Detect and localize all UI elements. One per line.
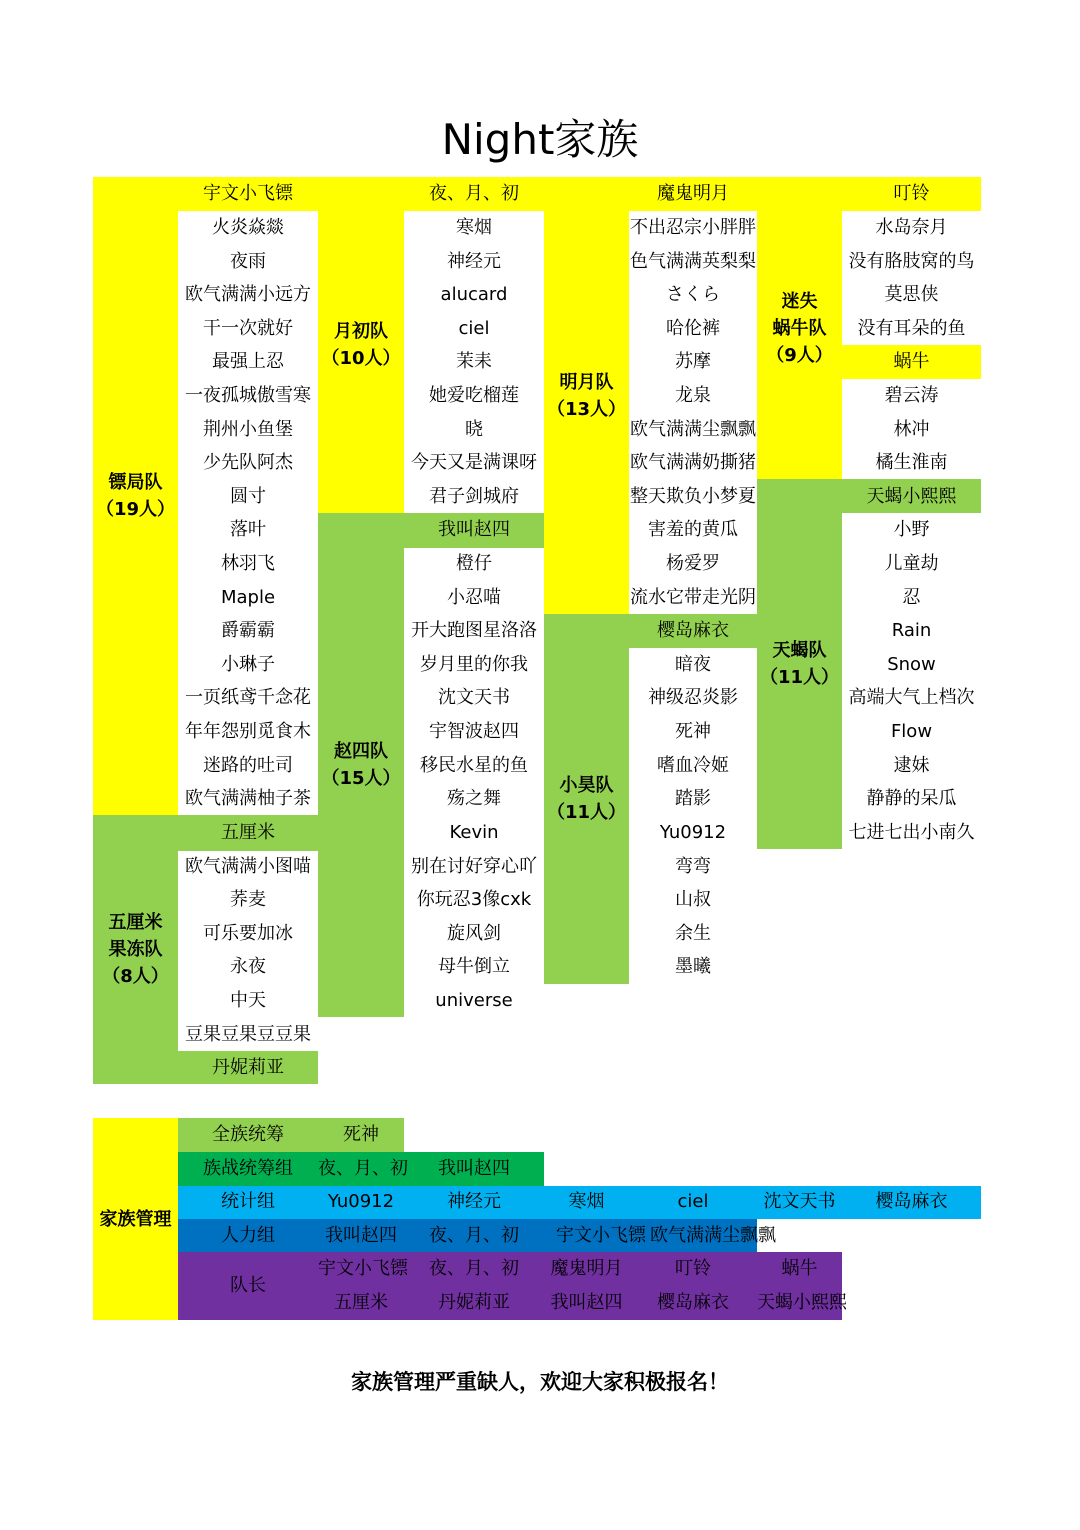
member-name: 整天欺负小梦夏 bbox=[630, 486, 756, 507]
team-label-yuechu bbox=[318, 177, 404, 513]
member-name: 年年怨别觅食木 bbox=[185, 721, 311, 742]
member-name: 墨曦 bbox=[675, 956, 711, 977]
mgmt-name: Yu0912 bbox=[327, 1191, 395, 1212]
team-label-text: 五厘米 果冻队 （8人） bbox=[102, 912, 169, 987]
member-name: universe bbox=[435, 990, 513, 1011]
member-name: 荆州小鱼堡 bbox=[203, 419, 293, 440]
member-name: 欧气满满尘飘飘 bbox=[630, 419, 756, 440]
footer-notice: 家族管理严重缺人，欢迎大家积极报名！ bbox=[351, 1370, 729, 1394]
team-label-text: 天蝎队 （11人） bbox=[759, 640, 840, 688]
member-name: 七进七出小南久 bbox=[848, 822, 975, 843]
member-name: Maple bbox=[220, 587, 276, 608]
member-name: 旋风剑 bbox=[447, 923, 501, 944]
team-label-text: 赵四队 （15人） bbox=[321, 741, 401, 789]
member-name: 你玩忍3像cxk bbox=[416, 889, 532, 910]
mgmt-name: 五厘米 bbox=[334, 1292, 388, 1313]
captain-name: 魔鬼明月 bbox=[657, 183, 729, 204]
member-name: Flow bbox=[890, 721, 933, 742]
member-name: 她爱吃榴莲 bbox=[429, 385, 519, 406]
member-name: 苏摩 bbox=[675, 351, 711, 372]
mgmt-name: 蜗牛 bbox=[781, 1258, 818, 1279]
member-name: 逮妹 bbox=[893, 755, 930, 776]
team-label-text: 迷失 蜗牛队 （9人） bbox=[766, 290, 833, 366]
mgmt-name: 夜、月、初 bbox=[429, 1225, 519, 1246]
mgmt-name: 宇文小飞镖 bbox=[556, 1225, 646, 1246]
mgmt-role: 全族统筹 bbox=[212, 1124, 284, 1145]
member-name: 可乐要加冰 bbox=[203, 923, 293, 944]
member-name: 今天又是满课呀 bbox=[411, 452, 537, 473]
member-name: 色气满满英梨梨 bbox=[630, 251, 756, 272]
team-label-mingyue bbox=[544, 177, 629, 614]
member-name: 迷路的吐司 bbox=[203, 755, 293, 776]
member-name: 晓 bbox=[465, 419, 483, 440]
member-name: 殇之舞 bbox=[447, 788, 501, 809]
member-name: 余生 bbox=[675, 923, 711, 944]
member-name: 丹妮莉亚 bbox=[212, 1057, 284, 1078]
mgmt-name: 死神 bbox=[343, 1124, 379, 1145]
management-label-text: 家族管理 bbox=[99, 1208, 172, 1230]
member-name: 嗜血冷姬 bbox=[657, 755, 729, 776]
member-name: 没有耳朵的鱼 bbox=[857, 318, 966, 339]
member-name: 杨爱罗 bbox=[666, 553, 720, 574]
member-name: 母牛倒立 bbox=[438, 956, 510, 977]
member-name: 踏影 bbox=[675, 788, 711, 809]
mgmt-name: 寒烟 bbox=[568, 1191, 605, 1212]
member-name: 少先队阿杰 bbox=[203, 452, 293, 473]
page-title: Night家族 bbox=[441, 115, 639, 164]
member-name: 高端大气上档次 bbox=[848, 687, 975, 708]
mgmt-name: 欧气满满尘飘飘 bbox=[650, 1225, 776, 1246]
member-name: ciel bbox=[458, 318, 490, 339]
captain-name: 叮铃 bbox=[893, 183, 930, 204]
mgmt-name: 魔鬼明月 bbox=[550, 1258, 623, 1279]
team-label-zhaosi bbox=[318, 513, 404, 1017]
member-name: 开大跑图星洛洛 bbox=[411, 620, 537, 641]
member-name: 水岛奈月 bbox=[875, 217, 948, 238]
mgmt-role: 队长 bbox=[230, 1275, 266, 1296]
member-name: 落叶 bbox=[230, 519, 266, 540]
member-name: 茉耒 bbox=[456, 351, 492, 372]
team-label-text: 月初队 （10人） bbox=[321, 321, 401, 369]
member-name: 忍 bbox=[902, 587, 921, 608]
member-name: 中天 bbox=[230, 990, 266, 1011]
member-name: 儿童劫 bbox=[884, 553, 939, 574]
member-name: 小琳子 bbox=[221, 654, 275, 675]
member-name: 夜雨 bbox=[230, 251, 266, 272]
captain-name: 樱岛麻衣 bbox=[657, 620, 729, 641]
member-name: 碧云涛 bbox=[884, 385, 939, 406]
member-name: alucard bbox=[440, 284, 508, 305]
member-name: Snow bbox=[887, 654, 936, 675]
member-name: 岁月里的你我 bbox=[420, 654, 528, 675]
member-name: 君子剑城府 bbox=[429, 486, 519, 507]
member-name: 一页纸鸢千念花 bbox=[185, 687, 311, 708]
member-name: 一夜孤城傲雪寒 bbox=[185, 385, 311, 406]
mgmt-name: 夜、月、初 bbox=[318, 1158, 408, 1179]
mgmt-name: 沈文天书 bbox=[763, 1191, 836, 1212]
member-name: 弯弯 bbox=[675, 856, 711, 877]
member-name: 最强上忍 bbox=[212, 351, 284, 372]
member-name: Kevin bbox=[449, 822, 499, 843]
member-name: 橙仔 bbox=[456, 553, 492, 574]
management-label bbox=[93, 1118, 178, 1320]
member-name: 干一次就好 bbox=[203, 318, 293, 339]
member-name: 欧气满满小图喵 bbox=[185, 856, 311, 877]
mgmt-name: 丹妮莉亚 bbox=[438, 1292, 510, 1313]
member-name: 寒烟 bbox=[456, 217, 492, 238]
captain-name: 我叫赵四 bbox=[438, 519, 510, 540]
member-name: 火炎焱燚 bbox=[212, 217, 284, 238]
mgmt-name: 我叫赵四 bbox=[325, 1225, 397, 1246]
mgmt-name: 夜、月、初 bbox=[429, 1258, 519, 1279]
captain-name: 五厘米 bbox=[221, 822, 275, 843]
team-label-tianxie bbox=[757, 479, 842, 849]
member-name: 不出忍宗小胖胖 bbox=[630, 217, 756, 238]
member-name: 永夜 bbox=[230, 956, 266, 977]
mgmt-name: 宇文小飞镖 bbox=[318, 1258, 408, 1279]
member-name: 小忍喵 bbox=[447, 587, 501, 608]
captain-name: 夜、月、初 bbox=[429, 183, 519, 204]
team-label-wulimi bbox=[93, 815, 178, 1084]
member-name: 欧气满满小远方 bbox=[185, 284, 311, 305]
member-name: 林羽飞 bbox=[221, 553, 275, 574]
member-name: 没有胳肢窝的鸟 bbox=[848, 251, 975, 272]
member-name: 荞麦 bbox=[230, 889, 266, 910]
team-label-biaoju bbox=[93, 177, 178, 815]
member-name: 神级忍炎影 bbox=[648, 687, 738, 708]
team-label-mishi bbox=[757, 177, 842, 479]
member-name: 圆寸 bbox=[230, 486, 266, 507]
member-name: 山叔 bbox=[675, 889, 711, 910]
member-name: 宇智波赵四 bbox=[429, 721, 519, 742]
member-name: 害羞的黄瓜 bbox=[648, 519, 738, 540]
member-name: 死神 bbox=[675, 721, 711, 742]
member-name: 橘生淮南 bbox=[875, 452, 948, 473]
member-name: 爵霸霸 bbox=[221, 620, 275, 641]
mgmt-name: 我叫赵四 bbox=[438, 1158, 510, 1179]
member-name: 别在讨好穿心吖 bbox=[411, 856, 537, 877]
member-name: 豆果豆果豆豆果 bbox=[185, 1024, 311, 1045]
member-name: Yu0912 bbox=[659, 822, 727, 843]
mgmt-role: 人力组 bbox=[221, 1225, 275, 1246]
member-name: 暗夜 bbox=[675, 654, 711, 675]
mgmt-name: ciel bbox=[677, 1191, 709, 1212]
mgmt-name: 樱岛麻衣 bbox=[875, 1191, 948, 1212]
mgmt-name: 樱岛麻衣 bbox=[657, 1292, 729, 1313]
team-label-text: 明月队 （13人） bbox=[546, 371, 627, 420]
member-name: 流水它带走光阴 bbox=[630, 587, 756, 608]
member-name: 林冲 bbox=[893, 419, 930, 440]
member-name: Rain bbox=[891, 620, 932, 641]
member-name: 小野 bbox=[893, 519, 930, 540]
member-name: 哈伦裤 bbox=[666, 318, 720, 339]
mgmt-name: 天蝎小熙熙 bbox=[757, 1292, 847, 1313]
captain-name: 蜗牛 bbox=[893, 351, 930, 372]
member-name: 沈文天书 bbox=[438, 687, 510, 708]
mgmt-name: 神经元 bbox=[447, 1191, 501, 1212]
captain-name: 天蝎小熙熙 bbox=[866, 486, 957, 507]
member-name: さくら bbox=[666, 284, 720, 305]
captain-name: 宇文小飞镖 bbox=[203, 183, 293, 204]
team-label-xiaohao bbox=[544, 614, 629, 984]
team-label-text: 小昊队 （11人） bbox=[546, 775, 627, 823]
team-label-text: 镖局队 （19人） bbox=[95, 472, 176, 520]
mgmt-name: 叮铃 bbox=[675, 1258, 711, 1279]
mgmt-role: 族战统筹组 bbox=[203, 1158, 293, 1179]
member-name: 静静的呆瓜 bbox=[866, 788, 957, 809]
mgmt-name: 我叫赵四 bbox=[550, 1292, 623, 1313]
member-name: 神经元 bbox=[447, 251, 501, 272]
member-name: 欧气满满柚子茶 bbox=[185, 788, 311, 809]
mgmt-role: 统计组 bbox=[221, 1191, 275, 1212]
member-name: 莫思侠 bbox=[884, 284, 939, 305]
member-name: 欧气满满奶撕猪 bbox=[630, 452, 756, 473]
member-name: 移民水星的鱼 bbox=[420, 755, 528, 776]
member-name: 龙泉 bbox=[675, 385, 711, 406]
